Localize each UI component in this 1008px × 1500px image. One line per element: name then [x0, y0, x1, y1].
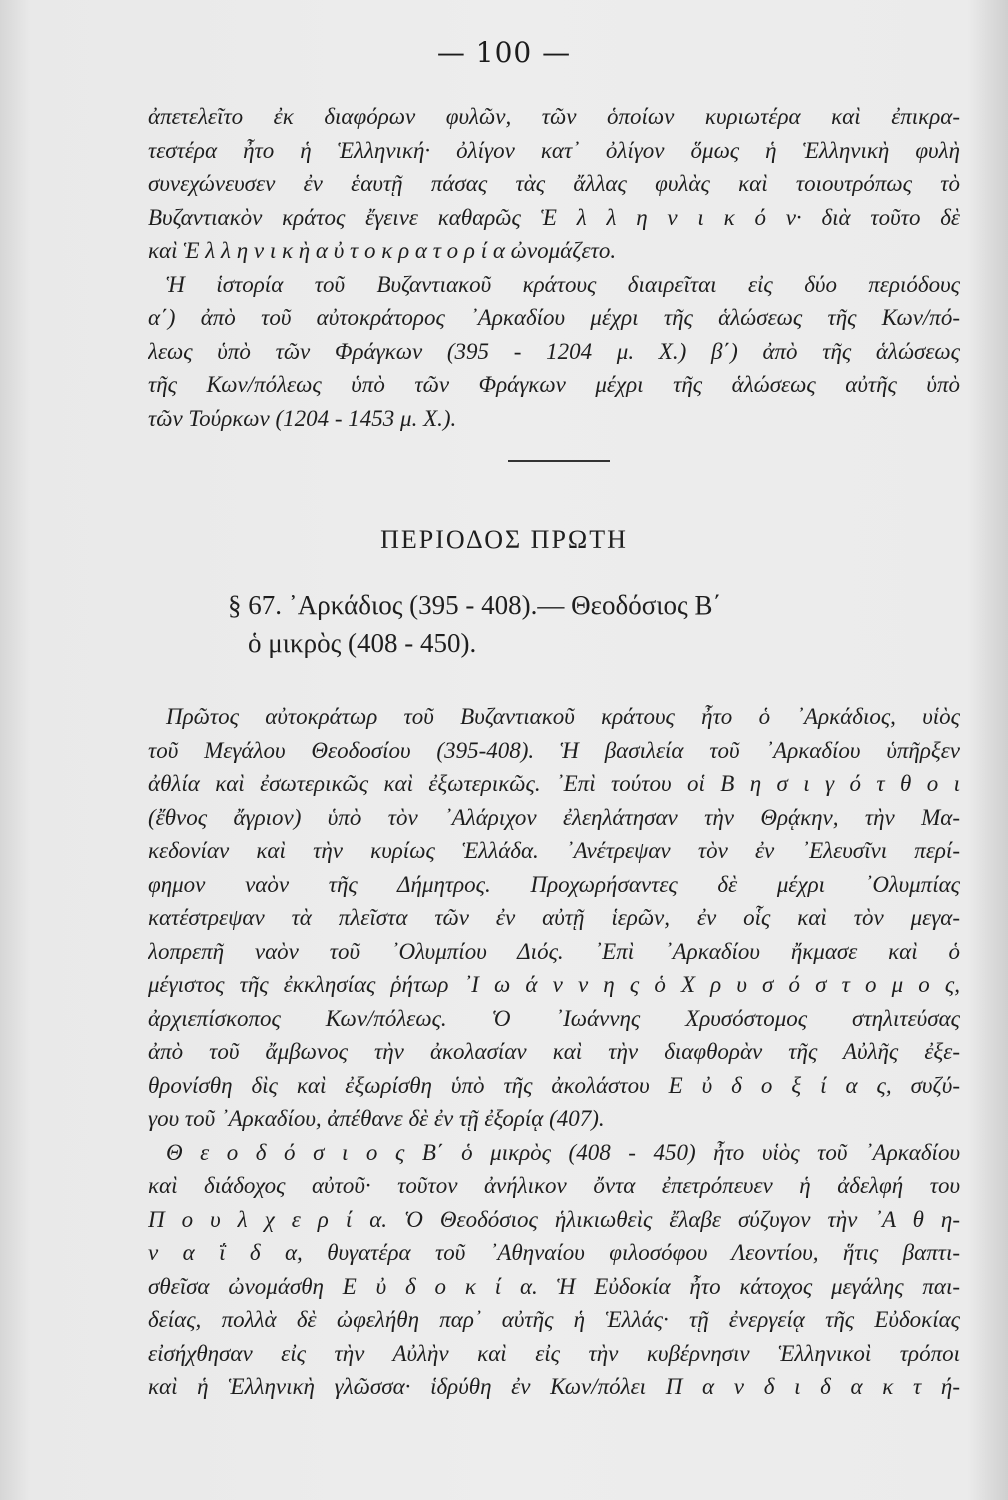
text-line: Βυζαντιακὸν κράτος ἔγεινε καθαρῶς Ἑ λ λ η ν ι κ ό ν· διὰ τοῦτο δὲ: [148, 204, 960, 230]
text-line: Θ ε ο δ ό σ ι ο ς Β΄ ὁ μικρὸς (408 - 450) ἦτο υἱὸς τοῦ ᾿Αρκαδίου: [166, 1139, 960, 1165]
text-line: θρονίσθη δὶς καὶ ἐξωρίσθη ὑπὸ τῆς ἀκολάστου Ε ὐ δ ο ξ ί α ς, συζύ-: [148, 1072, 960, 1098]
text-line: ἀπετελεῖτο ἐκ διαφόρων φυλῶν, τῶν ὁποίων κυριωτέρα καὶ ἐπικρα-: [148, 104, 960, 129]
text-line: καὶ Ἑ λ λ η ν ι κ ὴ α ὐ τ ο κ ρ α τ ο ρ ί α ὠνομάζετο.: [148, 238, 617, 263]
section-title: ΠΕΡΙΟΔΟΣ ΠΡΩΤΗ: [380, 525, 628, 554]
text-line: κατέστρεψαν τὰ πλεῖστα τῶν ἐν αὐτῇ ἱερῶν, ἐν οἷς καὶ τὸν μεγα-: [148, 905, 960, 930]
text-line: ἀθλία καὶ ἐσωτερικῶς καὶ ἐξωτερικῶς. ᾿Επὶ τούτου οἱ Β η σ ι γ ό τ θ ο ι: [148, 771, 960, 796]
text-line: (ἔθνος ἄγριον) ὑπὸ τὸν ᾿Αλάριχον ἐλεηλάτησαν τὴν Θρᾴκην, τὴν Μα-: [148, 804, 960, 830]
chapter-heading-line-2: ὁ μικρὸς (408 - 450).: [248, 628, 477, 658]
text-line: τῶν Τούρκων (1204 - 1453 μ. Χ.).: [148, 405, 457, 431]
text-line: τοῦ Μεγάλου Θεοδοσίου (395-408). Ἡ βασιλεία τοῦ ᾿Αρκαδίου ὑπῆρξεν: [148, 737, 960, 763]
text-line: φημον ναὸν τῆς Δήμητρος. Προχωρήσαντες δὲ μέχρι ᾿Ολυμπίας: [148, 871, 960, 897]
section-divider: [508, 460, 610, 462]
text-line: ἀρχιεπίσκοπος Κων/πόλεως. Ὁ ᾿Ιωάννης Χρυσόστομος στηλιτεύσας: [148, 1005, 960, 1031]
text-line: σθεῖσα ὠνομάσθη Ε ὐ δ ο κ ί α. Ἡ Εὐδοκία ἦτο κάτοχος μεγάλης παι-: [148, 1273, 960, 1299]
text-line: ἀπὸ τοῦ ἄμβωνος τὴν ἀκολασίαν καὶ τὴν διαφθορὰν τῆς Αὐλῆς ἐξε-: [148, 1039, 960, 1064]
page-number: — 100 —: [436, 36, 572, 69]
text-line: τῆς Κων/πόλεως ὑπὸ τῶν Φράγκων μέχρι τῆς ἁλώσεως αὐτῆς ὑπὸ: [148, 372, 960, 397]
text-line: δείας, πολλὰ δὲ ὠφελήθη παρ᾿ αὐτῆς ἡ Ἑλλάς· τῇ ἐνεργείᾳ τῆς Εὐδοκίας: [148, 1307, 960, 1332]
text-line: κεδονίαν καὶ τὴν κυρίως Ἑλλάδα. ᾿Ανέτρεψαν τὸν ἐν ᾿Ελευσῖνι περί-: [148, 838, 960, 863]
text-line: Ἡ ἱστορία τοῦ Βυζαντιακοῦ κράτους διαιρεῖται εἰς δύο περιόδους: [166, 271, 960, 297]
body-text: [148, 700, 960, 1404]
text-line: Πρῶτος αὐτοκράτωρ τοῦ Βυζαντιακοῦ κράτους ἦτο ὁ ᾿Αρκάδιος, υἱὸς: [166, 704, 960, 729]
text-line: ν α ΐ δ α, θυγατέρα τοῦ ᾿Αθηναίου φιλοσόφου Λεοντίου, ἥτις βαπτι-: [148, 1240, 960, 1265]
text-line: Π ο υ λ χ ε ρ ί α. Ὁ Θεοδόσιος ἡλικιωθεὶς ἔλαβε σύζυγον τὴν ᾿Α θ η-: [148, 1206, 960, 1232]
text-line: α΄) ἀπὸ τοῦ αὐτοκράτορος ᾿Αρκαδίου μέχρι τῆς ἁλώσεως τῆς Κων/πό-: [148, 305, 960, 330]
intro-paragraph: [148, 100, 960, 435]
text-line: καὶ διάδοχος αὐτοῦ· τοῦτον ἀνήλικον ὄντα ἐπετρόπευεν ἡ ἀδελφή του: [148, 1173, 960, 1198]
text-line: εἰσήχθησαν εἰς τὴν Αὐλὴν καὶ εἰς τὴν κυβέρνησιν Ἑλληνικοὶ τρόποι: [148, 1340, 960, 1366]
text-line: γου τοῦ ᾿Αρκαδίου, ἀπέθανε δὲ ἐν τῇ ἐξορίᾳ (407).: [148, 1106, 605, 1131]
text-line: συνεχώνευσεν ἐν ἑαυτῇ πάσας τὰς ἄλλας φυλὰς καὶ τοιουτρόπως τὸ: [148, 171, 960, 196]
text-line: καὶ ἡ Ἑλληνικὴ γλῶσσα· ἱδρύθη ἐν Κων/πόλει Π α ν δ ι δ α κ τ ή-: [148, 1374, 960, 1399]
chapter-heading-line-1: § 67. ᾿Αρκάδιος (395 - 408).— Θεοδόσιος Β΄: [228, 590, 722, 620]
text-line: λοπρεπῆ ναὸν τοῦ ᾿Ολυμπίου Διός. ᾿Επὶ ᾿Αρκαδίου ἤκμασε καὶ ὁ: [148, 938, 960, 964]
text-line: λεως ὑπὸ τῶν Φράγκων (395 - 1204 μ. Χ.) β΄) ἀπὸ τῆς ἁλώσεως: [148, 338, 960, 364]
text-line: τεστέρα ἦτο ἡ Ἑλληνική· ὀλίγον κατ᾿ ὀλίγον ὅμως ἡ Ἑλληνικὴ φυλὴ: [148, 137, 960, 163]
text-line: μέγιστος τῆς ἐκκλησίας ῥήτωρ ᾿Ι ω ά ν ν η ς ὁ Χ ρ υ σ ό σ τ ο μ ο ς,: [148, 972, 960, 997]
